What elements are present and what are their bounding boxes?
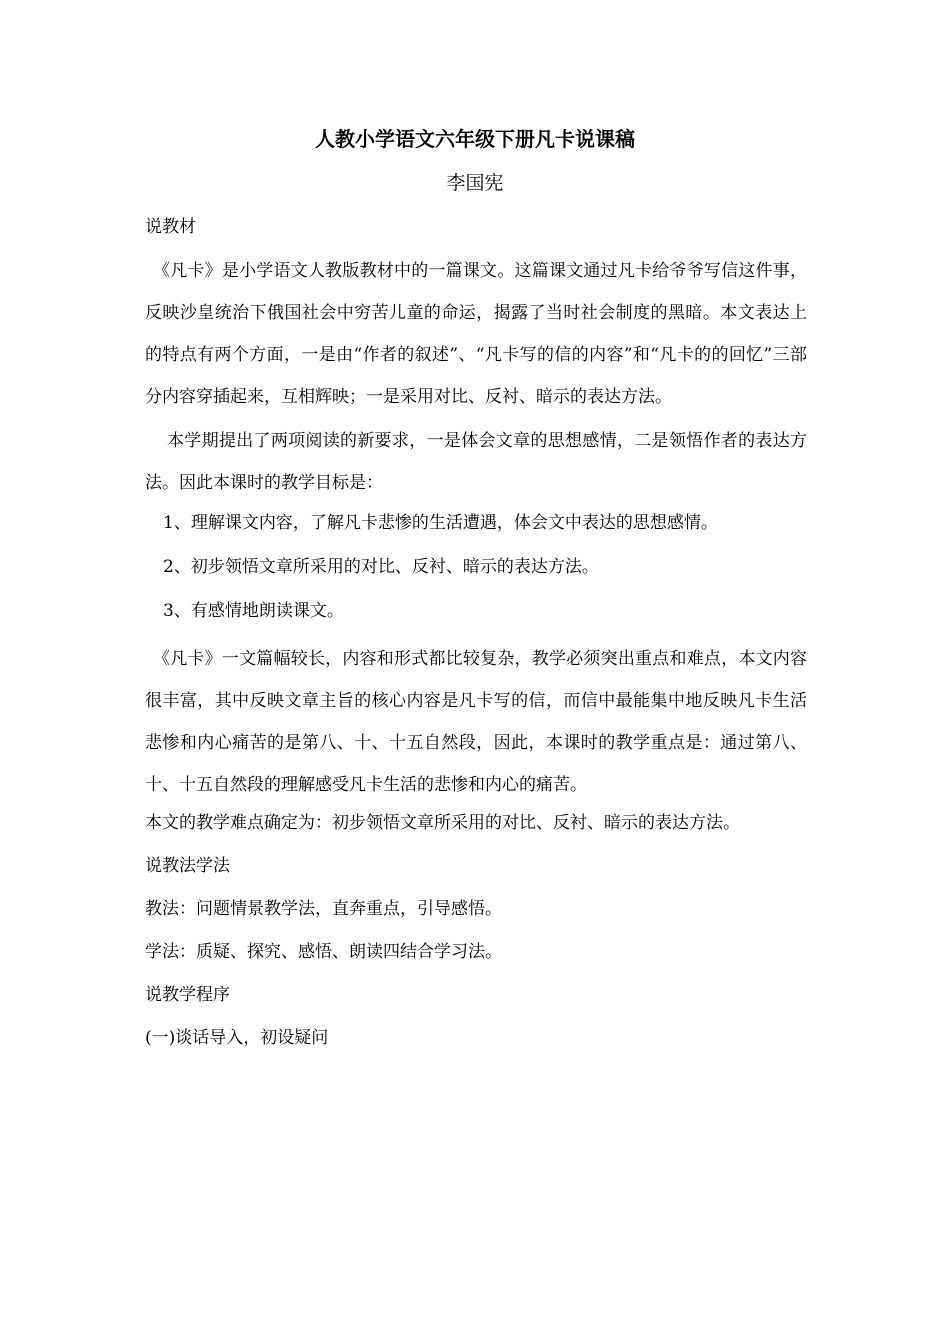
list-item: 3、有感情地朗读课文。 [163,601,344,621]
paragraph-textbook-intro: 《凡卡》是小学语文人教版教材中的一篇课文。这篇课文通过凡卡给爷爷写信这件事，反映沙皇统治下俄国社会中穷苦儿童的命运，揭露了当时社会制度的黑暗。本文表达上的特点有两个方面，一是由“作者的叙述”、“凡卡写的信的内容”和“凡卡的的回忆”三部分内容穿插起来，互相辉映；一是采用对比、反衬、暗示的表达方法。 [145,261,807,407]
document-author: 李国宪 [446,172,504,194]
list-item: 1、理解课文内容，了解凡卡悲惨的生活遭遇，体会文中表达的思想感情。 [163,513,718,533]
paragraph-key-points: 《凡卡》一文篇幅较长，内容和形式都比较复杂，教学必须突出重点和难点，本文内容很丰富，其中反映文章主旨的核心内容是凡卡写的信，而信中最能集中地反映凡卡生活悲惨和内心痛苦的是第八、十、十五自然段，因此，本课时的教学重点是：通过第八、十、十五自然段的理解感受凡卡生活的悲惨和内心的痛苦。 [145,649,807,795]
teaching-goals-list [145,506,807,628]
list-item: 2、初步领悟文章所采用的对比、反衬、暗示的表达方法。 [163,557,599,577]
learning-method-text: 学法：质疑、探究、感悟、朗读四结合学习法。 [145,942,502,962]
section-heading-procedure: 说教学程序 [145,985,230,1005]
teaching-method-text: 教法：问题情景教学法，直奔重点，引导感悟。 [145,899,502,919]
procedure-step-1: (一)谈话导入，初设疑问 [145,1028,329,1048]
paragraph-reading-requirements: 本学期提出了两项阅读的新要求，一是体会文章的思想感情，二是领悟作者的表达方法。因此本课时的教学目标是： [145,431,807,493]
document-title: 人教小学语文六年级下册凡卡说课稿 [315,127,635,151]
section-heading-textbook: 说教材 [145,217,196,237]
document-body [145,210,807,1064]
section-heading-methods: 说教法学法 [145,856,230,876]
paragraph-difficult-points: 本文的教学难点确定为：初步领悟文章所采用的对比、反衬、暗示的表达方法。 [145,813,740,833]
